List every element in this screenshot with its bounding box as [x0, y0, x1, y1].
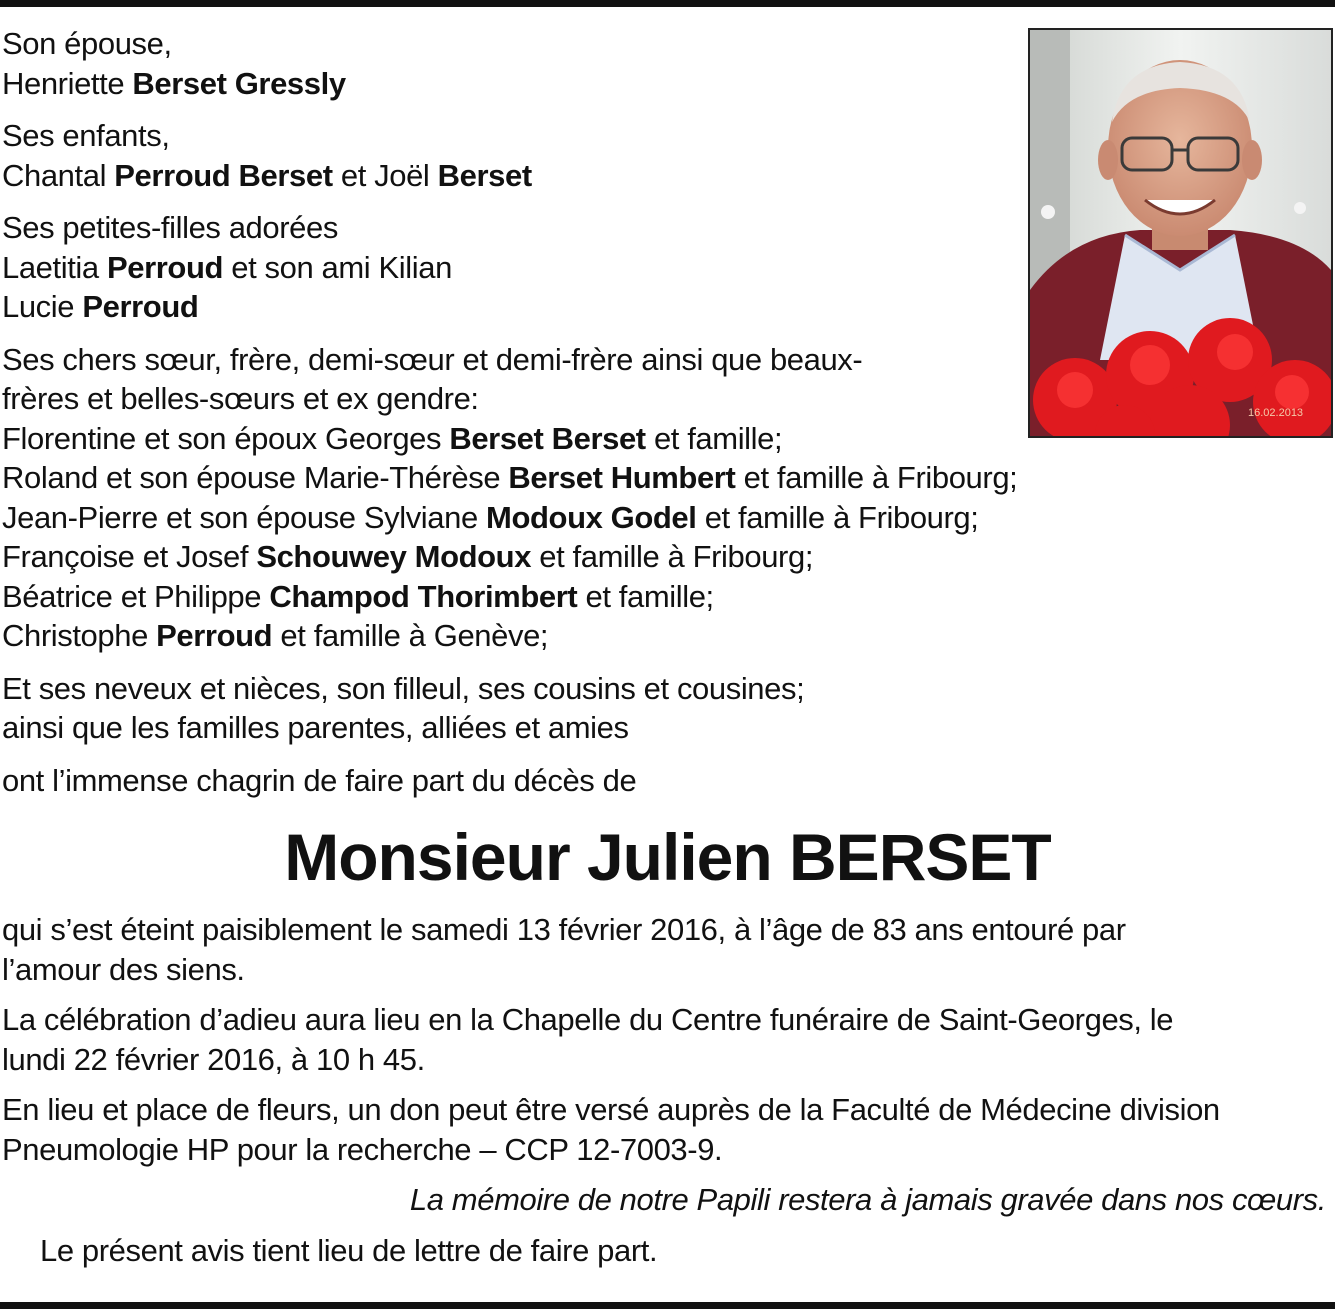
deceased-name: Monsieur Julien BERSET [284, 820, 1051, 894]
sibling-post: et famille à Fribourg; [704, 499, 979, 535]
ceremony-line-2: lundi 22 février 2016, à 10 h 45. [2, 1041, 425, 1077]
children-heading: Ses enfants, [2, 118, 170, 153]
top-rule [0, 0, 1335, 7]
memorial-quote: La mémoire de notre Papili restera à jamais gravée dans nos cœurs. [409, 1182, 1326, 1217]
siblings-heading-1: Ses chers sœur, frère, demi-sœur et demi-frère ainsi que beaux- [2, 341, 863, 377]
spouse-heading: Son épouse, [2, 26, 172, 61]
sibling-pre: Jean-Pierre et son épouse Sylviane [2, 499, 478, 535]
sibling-name: Champod Thorimbert [269, 578, 578, 614]
sibling-name: Berset Humbert [508, 460, 736, 495]
sibling-post: et famille; [653, 420, 783, 456]
final-notice: Le présent avis tient lieu de lettre de faire part. [40, 1232, 658, 1268]
sibling-post: et famille à Genève; [280, 618, 549, 653]
sibling-name: Modoux Godel [486, 499, 697, 535]
sibling-pre: Françoise et Josef [2, 539, 249, 574]
sibling-line [2, 577, 1332, 617]
sibling-name: Berset Berset [449, 420, 646, 456]
portrait-photo [1028, 28, 1333, 438]
spouse-first: Henriette [2, 65, 125, 101]
grandchild1-last: Perroud [106, 249, 224, 285]
spouse-last: Berset Gressly [132, 65, 346, 101]
sibling-line [2, 537, 1332, 577]
child1-first: Chantal [2, 157, 107, 193]
sibling-pre: Florentine et son époux Georges [2, 420, 442, 456]
sibling-pre: Christophe [2, 618, 148, 653]
announcement-line: ont l’immense chagrin de faire part du décès de [2, 762, 637, 798]
siblings-heading-2: frères et belles-sœurs et ex gendre: [2, 381, 479, 416]
bottom-rule [0, 1302, 1335, 1309]
relatives-line-2: ainsi que les familles parentes, alliées et amies [2, 710, 629, 745]
grandchild1-post: et son ami Kilian [231, 249, 452, 285]
grandchild2-first: Lucie [2, 289, 75, 324]
sibling-pre: Béatrice et Philippe [2, 578, 262, 614]
grandchild2-last: Perroud [82, 289, 199, 324]
portrait-illustration [1030, 30, 1331, 436]
child2-pre: et Joël [340, 157, 430, 193]
death-line-1: qui s’est éteint paisiblement le samedi 13 février 2016, à l’âge de 83 ans entouré par [2, 912, 1126, 947]
grandchild1-first: Laetitia [2, 249, 99, 285]
sibling-pre: Roland et son épouse Marie-Thérèse [2, 460, 501, 495]
sibling-line [2, 616, 1332, 656]
sibling-post: et famille à Fribourg; [743, 460, 1018, 495]
sibling-name: Schouwey Modoux [256, 539, 532, 574]
child2-last: Berset [437, 157, 532, 193]
sibling-line [2, 458, 1332, 498]
ceremony-line-1: La célébration d’adieu aura lieu en la Chapelle du Centre funéraire de Saint-Georges, le [2, 1002, 1174, 1037]
donation-line-1: En lieu et place de fleurs, un don peut être versé auprès de la Faculté de Médecine division [2, 1092, 1220, 1127]
notice-details [2, 910, 1332, 1270]
relatives-line-1: Et ses neveux et nièces, son filleul, ses cousins et cousines; [2, 670, 805, 706]
sibling-post: et famille à Fribourg; [539, 539, 814, 574]
child1-last: Perroud Berset [114, 157, 333, 193]
photo-date-stamp: 16.02.2013 [1248, 407, 1304, 419]
death-line-2: l’amour des siens. [2, 951, 245, 987]
sibling-name: Perroud [156, 618, 273, 653]
sibling-line [2, 498, 1332, 538]
grandchildren-heading: Ses petites-filles adorées [2, 210, 338, 245]
donation-line-2: Pneumologie HP pour la recherche – CCP 12-7003-9. [2, 1131, 723, 1167]
sibling-post: et famille; [585, 578, 714, 614]
